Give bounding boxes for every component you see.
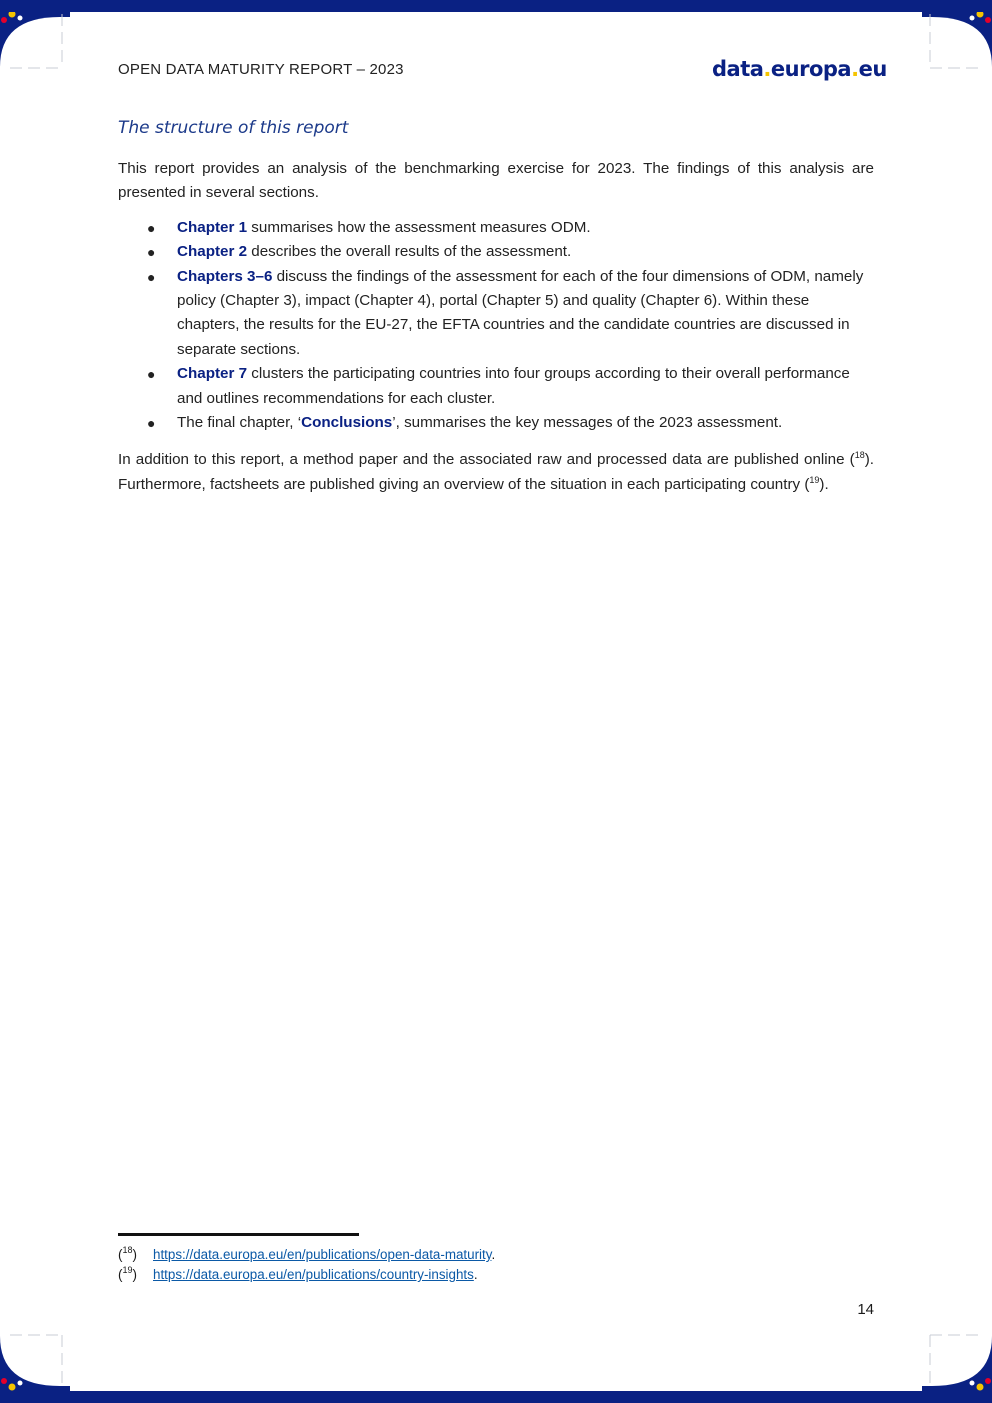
section-heading: The structure of this report [118, 118, 349, 138]
document-page [0, 12, 992, 1391]
list-item [147, 240, 874, 264]
list-item-text: summarises how the assessment measures ODM. [247, 218, 591, 236]
chapter-highlight: Chapter 1 [177, 218, 248, 236]
bullet-icon: ● [147, 268, 156, 285]
footnote-number: 18 [122, 1245, 133, 1255]
footnote-divider [118, 1233, 359, 1236]
intro-paragraph: This report provides an analysis of the benchmarking exercise for 2023. The findings of this analysis are presented in several sections. [118, 160, 874, 202]
list-item-text: discuss the findings of the assessment for each of the four dimensions of ODM, namely policy (Chapter 3), impact (Chapter 4), portal (Chapter 5) and quality (Chapter 6). Within these chapters, the results for the EU-27, the EFTA countries and the candidate countries are discussed in separate sections. [177, 267, 864, 358]
footnote-suffix: . [491, 1247, 496, 1262]
footnotes [118, 1245, 495, 1285]
logo-text-eu: eu [858, 57, 887, 81]
page-number: 14 [857, 1301, 874, 1318]
chapter-highlight: Chapter 7 [177, 365, 248, 383]
body-content [118, 157, 874, 497]
bullet-icon: ● [147, 219, 156, 236]
chapter-list [118, 216, 874, 436]
closing-text: ). [819, 475, 829, 493]
corner-decoration-bottom-left [0, 1321, 70, 1391]
footnote-number: 19 [122, 1265, 133, 1275]
footnote-mark: ($^{18}$) [118, 1245, 137, 1262]
logo-text-europa: europa [770, 57, 852, 81]
list-item [147, 362, 874, 411]
footnote-link[interactable]: https://data.europa.eu/en/publications/open-data-maturity [153, 1247, 492, 1262]
bullet-icon: ● [147, 415, 156, 432]
list-item-text: describes the overall results of the assessment. [247, 243, 572, 261]
list-item-text: clusters the participating countries into four groups according to their overall performance and outlines recommendations for each cluster. [177, 365, 850, 407]
closing-text: In addition to this report, a method paper and the associated raw and processed data are published online ( [118, 451, 855, 469]
logo-text-data: data [712, 57, 764, 81]
closing-text: ). Furthermore, factsheets are published giving an overview of the situation in each participating country ( [118, 451, 874, 493]
list-item [147, 411, 874, 435]
closing-paragraph [118, 448, 874, 497]
bullet-icon: ● [147, 244, 156, 261]
footnote-suffix: . [473, 1267, 478, 1282]
chapter-highlight: Chapter 2 [177, 243, 248, 261]
chapter-highlight: Chapters 3–6 [177, 267, 273, 285]
report-title: OPEN DATA MATURITY REPORT – 2023 [118, 61, 404, 78]
data-europa-logo [712, 57, 887, 83]
footnote-ref[interactable]: 19 [809, 474, 820, 485]
logo-dot: . [763, 57, 771, 81]
list-item-text: ’, summarises the key messages of the 2023 assessment. [392, 414, 783, 432]
corner-decoration-top-right [922, 12, 992, 82]
bullet-icon: ● [147, 366, 156, 383]
list-item-prefix: The final chapter, ‘ [177, 414, 302, 432]
chapter-highlight: Conclusions [301, 414, 393, 432]
corner-decoration-bottom-right [922, 1321, 992, 1391]
footnote-item [118, 1245, 495, 1265]
logo-dot: . [851, 57, 859, 81]
list-item [147, 216, 874, 240]
footnote-item [118, 1265, 495, 1285]
list-item [147, 265, 874, 363]
footnote-ref[interactable]: 18 [854, 450, 865, 461]
footnote-link[interactable]: https://data.europa.eu/en/publications/country-insights [153, 1267, 474, 1282]
footnote-mark: ($^{19}$) [118, 1265, 137, 1282]
corner-decoration-top-left [0, 12, 70, 82]
